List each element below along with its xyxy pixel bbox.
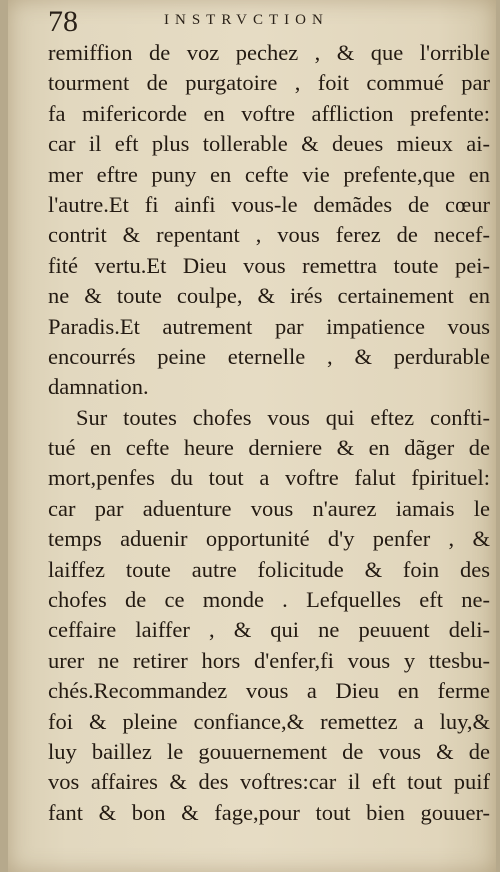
text-line: damnation.	[48, 374, 149, 400]
text-line: l'autre.Et fi ainfi vous-le demãdes de cœur	[48, 191, 490, 217]
text-line: tourment de purgatoire , foit commué par	[48, 70, 490, 96]
text-line: ne & toute coulpe, & irés certainement en	[48, 283, 490, 309]
text-line: Paradis.Et autrement par impatience vous	[48, 313, 490, 339]
paragraph-1	[48, 38, 490, 403]
text-line: temps aduenir opportunité d'y penfer , &	[48, 526, 490, 552]
text-line: chofes de ce monde . Lefquelles eft ne-	[48, 587, 490, 613]
paragraph-2	[48, 403, 490, 828]
text-line: contrit & repentant , vous ferez de necef-	[48, 222, 490, 248]
page-number: 78	[48, 5, 78, 38]
text-line: remiffion de voz pechez , & que l'orrible	[48, 40, 490, 65]
text-line: fant & bon & fage,pour tout bien gouuer-	[48, 799, 490, 825]
text-line: luy baillez le gouuernement de vous & de	[48, 738, 490, 764]
running-title: INSTRVCTION	[164, 12, 329, 28]
book-page	[8, 0, 496, 872]
text-line: laiffez toute autre folicitude & foin des	[48, 556, 490, 582]
text-line: tué en cefte heure derniere & en dãger de	[48, 435, 490, 461]
text-line: fa mifericorde en voftre affliction prefente:	[48, 100, 490, 126]
body-text	[48, 38, 490, 828]
text-line: ceffaire laiffer , & qui ne peuuent deli-	[48, 617, 490, 643]
text-line: chés.Recommandez vous a Dieu en ferme	[48, 678, 490, 704]
text-line: mort,penfes du tout a voftre falut fpirituel:	[48, 465, 490, 491]
text-line: encourrés peine eternelle , & perdurable	[48, 343, 490, 369]
text-line: fité vertu.Et Dieu vous remettra toute pei-	[48, 252, 490, 278]
text-line: vos affaires & des voftres:car il eft tout puif	[48, 769, 490, 795]
text-line: urer ne retirer hors d'enfer,fi vous y ttesbu-	[48, 647, 490, 673]
text-line: Sur toutes chofes vous qui eftez confti-	[76, 404, 490, 430]
text-line: car il eft plus tollerable & deues mieux ai-	[48, 131, 490, 157]
text-line: foi & pleine confiance,& remettez a luy,&	[48, 708, 490, 734]
text-line: car par aduenture vous n'aurez iamais le	[48, 495, 490, 521]
text-line: mer eftre puny en cefte vie prefente,que en	[48, 161, 490, 187]
